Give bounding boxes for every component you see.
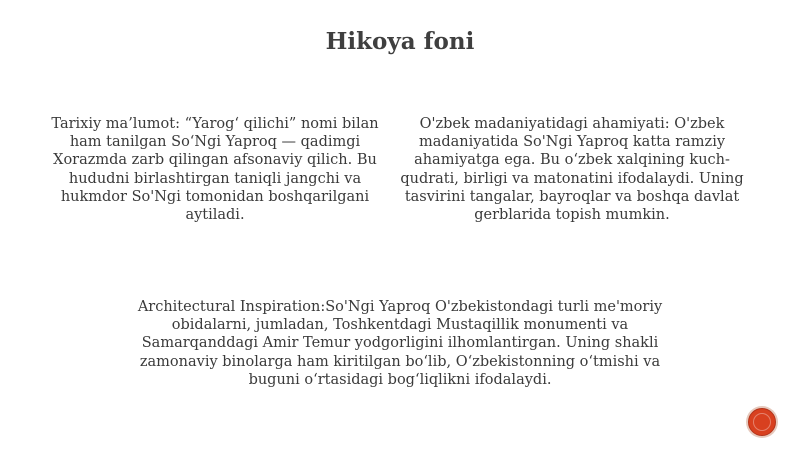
architectural-inspiration-paragraph: Architectural Inspiration:So'Ngi Yaproq O'zbekistondagi turli me'moriy obidalarni, jumladan, Toshkentdagi Mustaqillik monumenti va Samarqanddagi Amir Temur yodgorligini ilhomlantirgan. Uning shakli zamonaviy binolarga ham kiritilgan bo‘lib, O‘zbekistonning o‘tmishi va buguni o‘rtasidagi bog‘liqlikni ifodalaydi. [137,299,663,388]
slide-title: Hikoya foni [325,28,475,55]
cultural-significance-paragraph: O'zbek madaniyatidagi ahamiyati: O'zbek madaniyatida So'Ngi Yaproq katta ramziy ahamiyatga ega. Bu o‘zbek xalqining kuch-qudrati, birligi va matonatini ifodalaydi. Uning tasvirini tangalar, bayroqlar va boshqa davlat gerblarida topish mumkin. [400,116,744,224]
next-slide-button[interactable] [748,408,776,436]
historical-info-paragraph: Tarixiy ma’lumot: “Yarog‘ qilichi” nomi bilan ham tanilgan So‘Ngi Yaproq — qadimgi Xorazmda zarb qilingan afsonaviy qilich. Bu hududni birlashtirgan taniqli jangchi va hukmdor So'Ngi tomonidan boshqarilgani aytiladi. [51,116,379,224]
